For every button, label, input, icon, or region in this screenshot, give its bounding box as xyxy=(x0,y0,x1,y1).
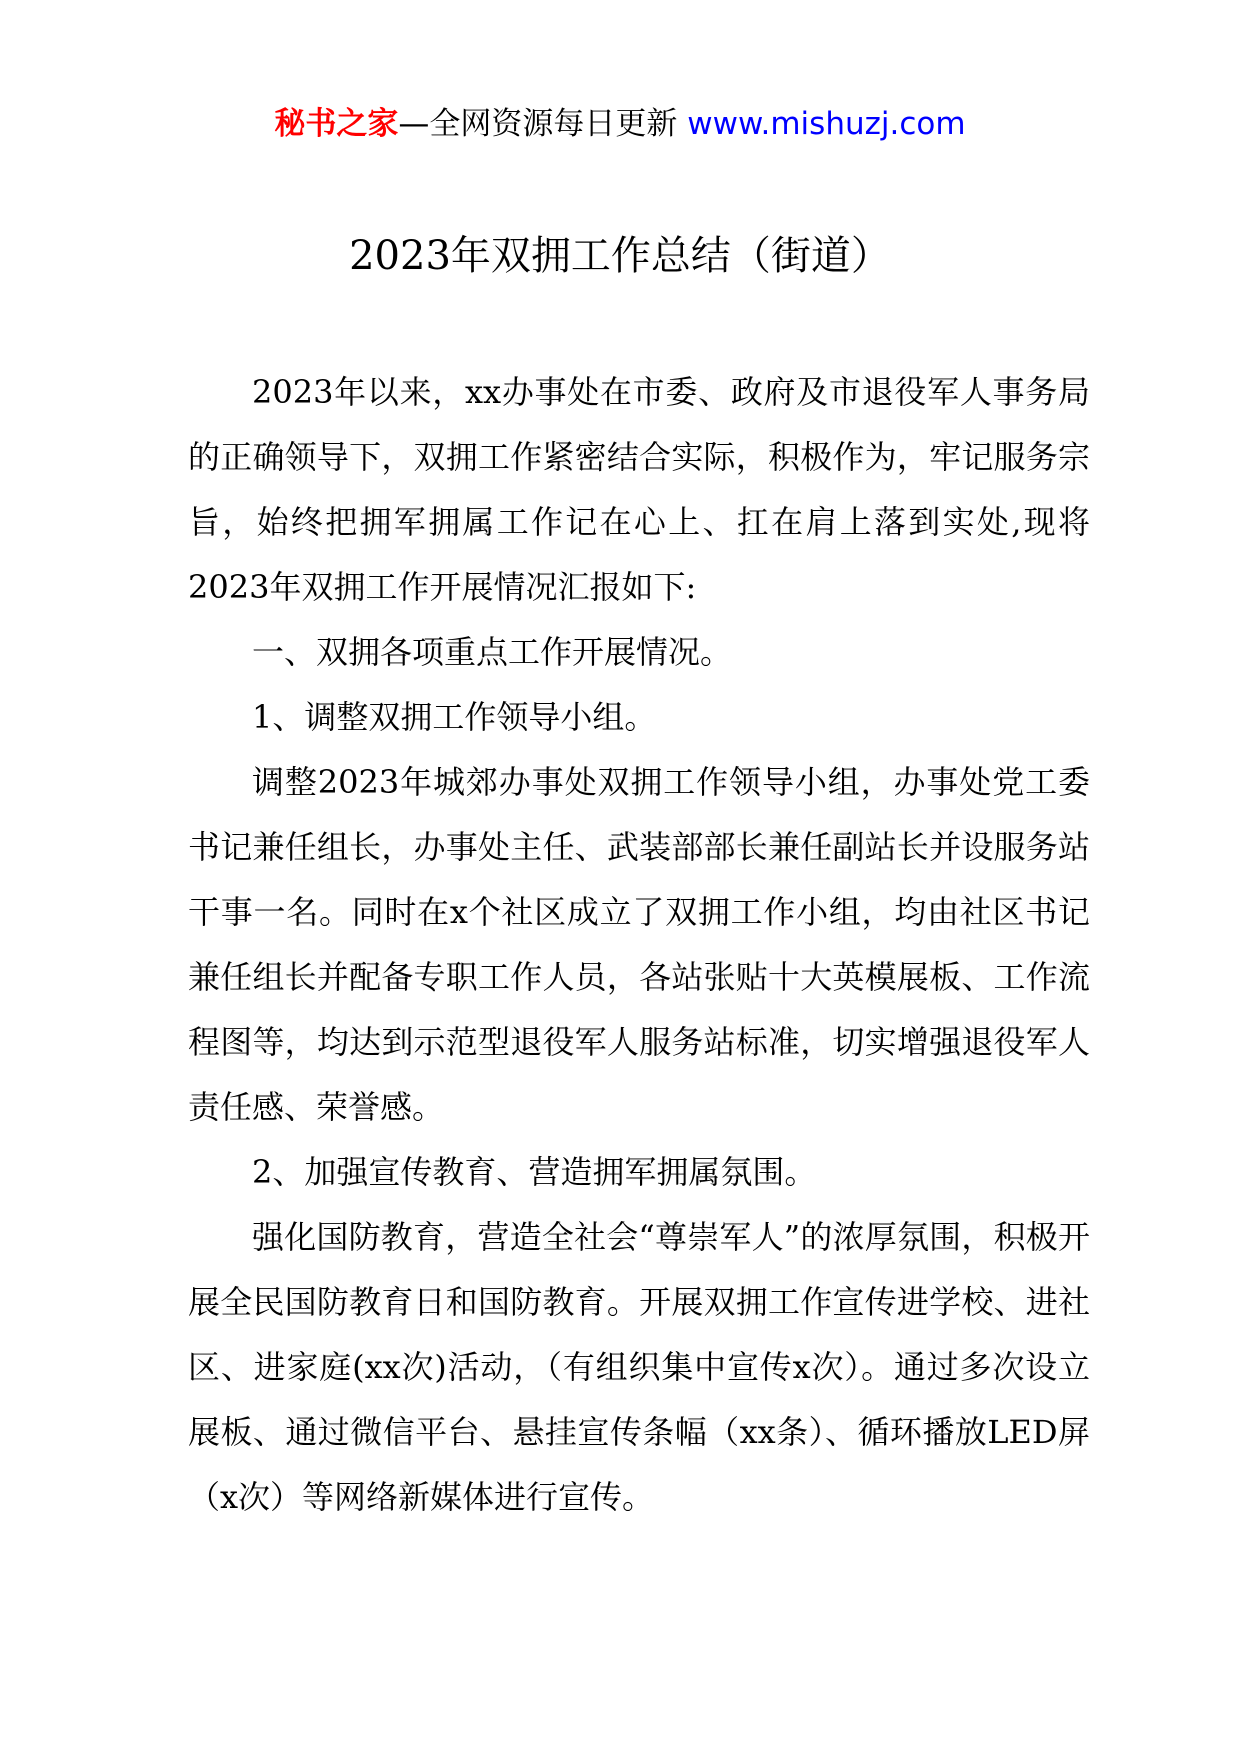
brand-name: 秘书之家 xyxy=(274,106,399,142)
paragraph-intro: 2023年以来，xx办事处在市委、政府及市退役军人事务局的正确领导下，双拥工作紧密结合实际，积极作为，牢记服务宗旨，始终把拥军拥属工作记在心上、扛在肩上落到实处,现将2023年双拥工作开展情况汇报如下: xyxy=(188,373,1090,606)
paragraph-leadership-group: 调整2023年城郊办事处双拥工作领导小组，办事处党工委书记兼任组长，办事处主任、武装部部长兼任副站长并设服务站干事一名。同时在x个社区成立了双拥工作小组，均由社区书记兼任组长并配备专职工作人员，各站张贴十大英模展板、工作流程图等，均达到示范型退役军人服务站标准，切实增强退役军人责任感、荣誉感。 xyxy=(188,763,1090,1126)
paragraph-publicity: 强化国防教育，营造全社会“尊崇军人”的浓厚氛围，积极开展全民国防教育日和国防教育。开展双拥工作宣传进学校、进社区、进家庭(xx次)活动，（有组织集中宣传x次）。通过多次设立展板、通过微信平台、悬挂宣传条幅（xx条）、循环播放LED屏（x次）等网络新媒体进行宣传。 xyxy=(188,1218,1090,1516)
site-link[interactable]: www.mishuzj.com xyxy=(687,106,966,142)
header-tagline: —全网资源每日更新 xyxy=(398,106,688,142)
document-title: 2023年双拥工作总结（街道） xyxy=(349,233,891,279)
document-body xyxy=(188,360,1090,1530)
section-heading-1: 一、双拥各项重点工作开展情况。 xyxy=(252,633,733,671)
subheading-1: 1、调整双拥工作领导小组。 xyxy=(252,698,657,736)
subheading-2: 2、加强宣传教育、营造拥军拥属氛围。 xyxy=(252,1153,817,1191)
site-header xyxy=(0,104,1240,144)
